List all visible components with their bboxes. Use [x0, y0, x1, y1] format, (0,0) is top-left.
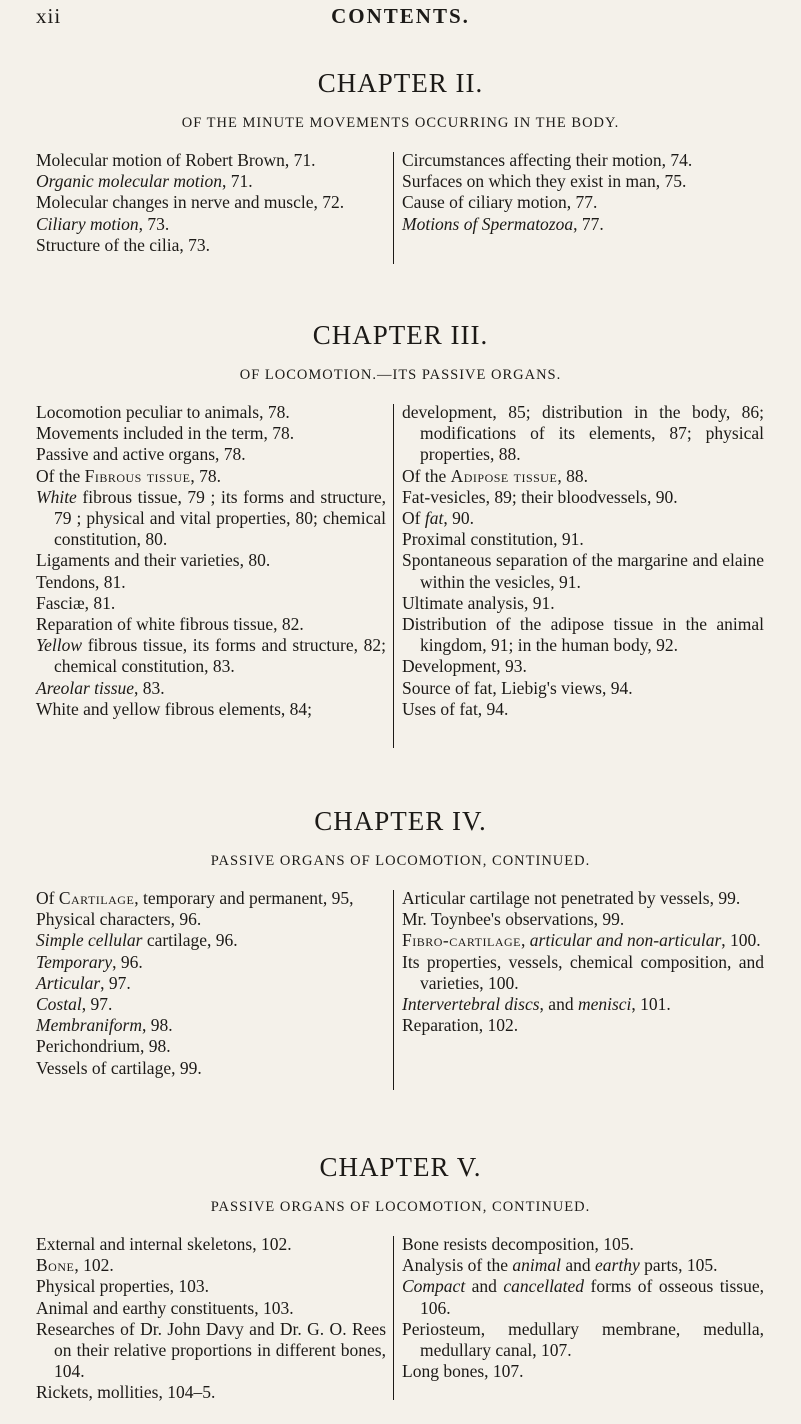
- entry-text: Development, 93.: [402, 656, 527, 677]
- contents-entry: [402, 656, 764, 677]
- chapter-5: [36, 1150, 765, 1424]
- contents-entry: [36, 614, 386, 635]
- entry-text: , 71.: [222, 171, 253, 192]
- entry-text: Distribution of the adipose tissue in the animal kingdom, 91; in the human body, 92.: [402, 614, 764, 656]
- contents-entry: [36, 466, 386, 487]
- entry-text: White: [36, 486, 77, 507]
- contents-entry: [402, 678, 764, 699]
- entry-text: , 101.: [631, 994, 671, 1015]
- entry-text: Long bones, 107.: [402, 1361, 524, 1382]
- chapter-columns: [36, 150, 765, 266]
- entry-text: , 83.: [134, 677, 165, 698]
- contents-entry: [402, 466, 764, 487]
- entry-text: Physical properties, 103.: [36, 1276, 210, 1297]
- entry-text: Passive and active organs, 78.: [36, 444, 246, 465]
- chapter-3: [36, 318, 765, 750]
- entry-text: Proximal constitution, 91.: [402, 529, 584, 550]
- contents-entry: [36, 487, 386, 551]
- entry-text: Analysis of the: [402, 1255, 513, 1276]
- contents-entry: [402, 402, 764, 466]
- contents-entry: [36, 444, 386, 465]
- entry-text: Its properties, vessels, chemical composition, and varieties, 100.: [402, 951, 764, 993]
- entry-text: , 78.: [190, 465, 222, 486]
- entry-text: earthy: [595, 1255, 640, 1276]
- entry-text: parts, 105.: [639, 1255, 718, 1276]
- contents-entry: [402, 171, 764, 192]
- entry-text: , 102.: [74, 1255, 114, 1276]
- contents-entry: [402, 593, 764, 614]
- entry-text: External and internal skeletons, 102.: [36, 1234, 292, 1254]
- entry-text: Articular: [36, 972, 101, 993]
- right-column: [402, 1234, 764, 1382]
- entry-text: ,: [521, 930, 530, 951]
- contents-entry: [402, 508, 764, 529]
- entry-text: Animal and earthy constituents, 103.: [36, 1297, 294, 1318]
- entry-text: Periosteum, medullary membrane, medulla, medullary canal, 107.: [402, 1318, 764, 1361]
- contents-entry: [36, 402, 386, 423]
- entry-text: Of: [36, 888, 59, 908]
- entry-text: Of: [402, 508, 425, 529]
- entry-text: , 96.: [112, 951, 143, 972]
- contents-entry: [402, 1319, 764, 1361]
- entry-text: Intervertebral discs: [402, 994, 540, 1015]
- entry-text: Of the: [402, 465, 451, 486]
- entry-text: , 73.: [138, 213, 170, 234]
- column-divider: [393, 152, 394, 264]
- entry-text: development, 85; distribution in the body, 86; modifications of its elements, 87; physical properties, 88.: [402, 402, 764, 465]
- contents-entry: [36, 994, 386, 1015]
- contents-entry: [36, 973, 386, 994]
- entry-text: Spontaneous separation of the margarine and elaine within the vesicles, 91.: [402, 550, 764, 592]
- entry-text: Vessels of cartilage, 99.: [36, 1057, 202, 1078]
- contents-entry: [36, 214, 386, 235]
- chapter-title: CHAPTER II.: [317, 68, 484, 98]
- entry-text: Compact: [402, 1276, 466, 1297]
- left-column: [36, 150, 386, 256]
- chapter-title: CHAPTER III.: [312, 320, 489, 350]
- entry-text: Mr. Toynbee's observations, 99.: [402, 909, 625, 930]
- right-column: [402, 888, 764, 1036]
- entry-text: Molecular motion of Robert Brown, 71.: [36, 150, 316, 170]
- contents-entry: [402, 1015, 764, 1036]
- contents-entry: [36, 952, 386, 973]
- contents-entry: [402, 614, 764, 656]
- entry-text: Of the: [36, 465, 85, 486]
- column-divider: [393, 890, 394, 1090]
- entry-text: Movements included in the term, 78.: [36, 423, 295, 444]
- entry-text: cartilage, 96.: [142, 930, 238, 951]
- contents-entry: [402, 1234, 764, 1255]
- contents-entry: [36, 1382, 386, 1403]
- entry-text: Membraniform: [36, 1015, 142, 1036]
- entry-text: Organic molecular motion: [36, 171, 222, 192]
- entry-text: animal: [512, 1255, 561, 1276]
- chapter-subtitle: PASSIVE ORGANS OF LOCOMOTION, CONTINUED.: [210, 1199, 591, 1215]
- entry-text: , 88.: [557, 465, 588, 486]
- chapter-subtitle: OF LOCOMOTION.—ITS PASSIVE ORGANS.: [239, 367, 562, 383]
- entry-text: , and: [539, 994, 578, 1015]
- entry-text: , 98.: [141, 1015, 173, 1036]
- entry-text: Physical characters, 96.: [36, 909, 202, 930]
- entry-text: Fibrous tissue: [84, 465, 191, 486]
- contents-entry: [402, 550, 764, 592]
- entry-text: Locomotion peculiar to animals, 78.: [36, 402, 290, 422]
- chapter-subtitle: OF THE MINUTE MOVEMENTS OCCURRING IN THE BODY.: [181, 115, 620, 131]
- entry-text: and: [560, 1255, 595, 1276]
- entry-text: Motions of Spermatozoa: [402, 213, 574, 234]
- entry-text: articular and non-articular: [529, 930, 722, 951]
- entry-text: , 77.: [573, 213, 604, 234]
- entry-text: cancellated: [503, 1276, 585, 1297]
- entry-text: Perichondrium, 98.: [36, 1036, 171, 1057]
- chapter-4: [36, 804, 765, 1092]
- left-column: [36, 888, 386, 1079]
- contents-entry: [402, 192, 764, 213]
- entry-text: , 90.: [443, 508, 474, 529]
- entry-text: fat: [424, 508, 444, 529]
- chapter-2: [36, 66, 765, 266]
- contents-entry: [36, 678, 386, 699]
- contents-entry: [36, 1015, 386, 1036]
- entry-text: , 100.: [721, 930, 761, 951]
- contents-entry: [36, 1255, 386, 1276]
- contents-entry: [402, 930, 764, 951]
- left-column: [36, 402, 386, 720]
- contents-entry: [36, 930, 386, 951]
- column-divider: [393, 404, 394, 748]
- column-divider: [393, 1236, 394, 1400]
- contents-entry: [402, 1276, 764, 1318]
- entry-text: Adipose tissue: [450, 465, 558, 486]
- entry-text: Simple cellular: [36, 930, 143, 951]
- entry-text: Yellow: [36, 635, 83, 656]
- entry-text: Bone: [36, 1255, 75, 1276]
- contents-entry: [36, 423, 386, 444]
- contents-entry: [36, 150, 386, 171]
- entry-text: Fibro-cartilage: [402, 930, 522, 951]
- entry-text: Source of fat, Liebig's views, 94.: [402, 677, 633, 698]
- contents-entry: [36, 550, 386, 571]
- contents-entry: [36, 1058, 386, 1079]
- entry-text: Bone resists decomposition, 105.: [402, 1234, 634, 1254]
- entry-text: menisci: [577, 994, 632, 1015]
- left-column: [36, 1234, 386, 1404]
- contents-entry: [402, 952, 764, 994]
- running-head: [36, 4, 765, 34]
- contents-entry: [402, 529, 764, 550]
- contents-entry: [402, 1361, 764, 1382]
- contents-entry: [36, 699, 386, 720]
- entry-text: forms of osseous tissue, 106.: [420, 1276, 764, 1318]
- entry-text: Fat-vesicles, 89; their bloodvessels, 90.: [402, 486, 678, 507]
- chapter-subtitle: PASSIVE ORGANS OF LOCOMOTION, CONTINUED.: [210, 853, 591, 869]
- contents-entry: [36, 235, 386, 256]
- contents-entry: [36, 1234, 386, 1255]
- contents-entry: [402, 1255, 764, 1276]
- entry-text: and: [465, 1276, 504, 1297]
- entry-text: Ciliary motion: [36, 213, 139, 234]
- entry-text: Costal: [36, 994, 82, 1015]
- entry-text: Articular cartilage not penetrated by vessels, 99.: [402, 888, 741, 908]
- entry-text: Researches of Dr. John Davy and Dr. G. O. Rees on their relative proportions in different bones, 104.: [36, 1318, 386, 1382]
- entry-text: Uses of fat, 94.: [402, 698, 509, 719]
- entry-text: Ligaments and their varieties, 80.: [36, 550, 271, 571]
- entry-text: fibrous tissue, 79 ; its forms and structure, 79 ; physical and vital properties, 80; chemical constitution, 80.: [54, 486, 386, 550]
- running-title: CONTENTS.: [331, 4, 470, 28]
- right-column: [402, 402, 764, 720]
- contents-entry: [402, 909, 764, 930]
- contents-entry: [402, 994, 764, 1015]
- page-number: xii: [36, 4, 62, 28]
- contents-entry: [402, 150, 764, 171]
- chapter-columns: [36, 888, 765, 1092]
- entry-text: White and yellow fibrous elements, 84;: [36, 698, 313, 719]
- entry-text: fibrous tissue, its forms and structure, 82; chemical constitution, 83.: [54, 635, 386, 677]
- contents-entry: [36, 1298, 386, 1319]
- entry-text: , 97.: [81, 994, 113, 1015]
- entry-text: Cause of ciliary motion, 77.: [402, 192, 598, 213]
- contents-entry: [402, 699, 764, 720]
- contents-entry: [402, 487, 764, 508]
- entry-text: Cartilage: [58, 888, 135, 908]
- entry-text: Fasciæ, 81.: [36, 592, 116, 613]
- chapter-title: CHAPTER IV.: [314, 806, 487, 836]
- contents-entry: [36, 1319, 386, 1383]
- contents-entry: [36, 635, 386, 677]
- contents-entry: [36, 192, 386, 213]
- chapter-columns: [36, 1234, 765, 1424]
- contents-entry: [36, 593, 386, 614]
- entry-text: , temporary and permanent, 95,: [134, 888, 354, 908]
- entry-text: Temporary: [36, 951, 113, 972]
- chapter-columns: [36, 402, 765, 750]
- entry-text: Areolar tissue: [36, 677, 135, 698]
- contents-entry: [36, 888, 386, 909]
- entry-text: Reparation of white fibrous tissue, 82.: [36, 614, 304, 635]
- contents-entry: [36, 572, 386, 593]
- chapter-title: CHAPTER V.: [319, 1152, 482, 1182]
- contents-entry: [402, 214, 764, 235]
- contents-entry: [36, 1036, 386, 1057]
- entry-text: Structure of the cilia, 73.: [36, 234, 210, 255]
- entry-text: Tendons, 81.: [36, 571, 126, 592]
- contents-entry: [36, 909, 386, 930]
- entry-text: Reparation, 102.: [402, 1015, 519, 1036]
- entry-text: Molecular changes in nerve and muscle, 72.: [36, 192, 345, 213]
- entry-text: Surfaces on which they exist in man, 75.: [402, 171, 687, 192]
- entry-text: , 97.: [100, 972, 131, 993]
- entry-text: Ultimate analysis, 91.: [402, 592, 555, 613]
- entry-text: Circumstances affecting their motion, 74.: [402, 150, 693, 170]
- contents-entry: [36, 1276, 386, 1297]
- contents-entry: [36, 171, 386, 192]
- contents-entry: [402, 888, 764, 909]
- right-column: [402, 150, 764, 235]
- entry-text: Rickets, mollities, 104–5.: [36, 1382, 216, 1403]
